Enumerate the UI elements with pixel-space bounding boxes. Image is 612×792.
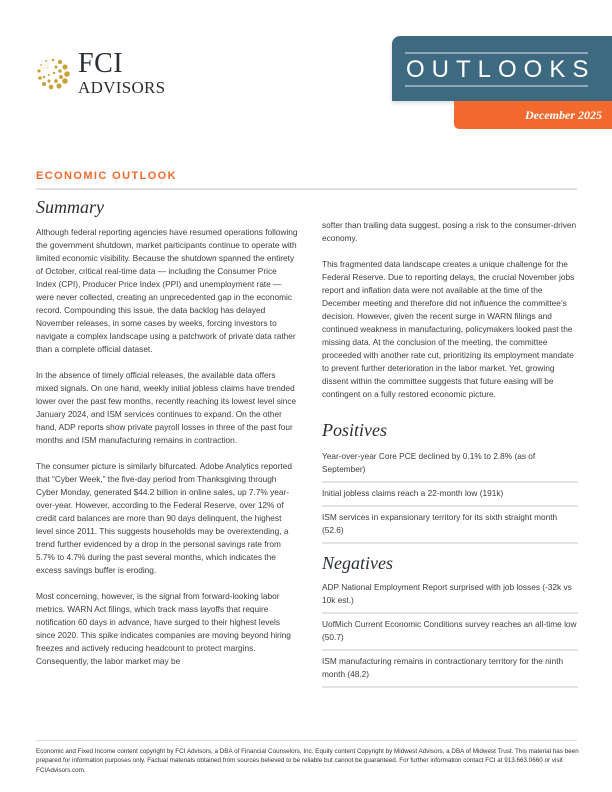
summary-paragraph: Most concerning, however, is the signal from forward-looking labor metrics. WARN Act filings, which track mass layoffs that require notification 60 days in advance, have surged to their highest levels since 2020. This spike indicates companies are moving beyond hiring freezes and actively reducing headcount to protect margins. Consequently, the labor market may be (36, 591, 291, 666)
summary-paragraph: Although federal reporting agencies have resumed operations following the government shutdown, market participants continue to operate with limited economic visibility. Because the shutdown spanned the entirety of October, critical real-time data — including the Consumer Price Index (CPI), Producer Price Index (PPI) and unemployment rate — were never collected, creating an unprecedented gap in the economic record. Compounding this issue, the data backlog has delayed November releases, in some cases by weeks, forcing investors to navigate a complex landscape using a patchwork of private data rather than a complete official dataset. (36, 227, 298, 354)
positive-item: Initial jobless claims reach a 22-month low (191k) (322, 483, 578, 507)
summary-heading: Summary (36, 197, 104, 217)
section-divider (36, 188, 577, 190)
negative-item: ISM manufacturing remains in contractionary territory for the ninth month (48.2) (322, 651, 578, 688)
positive-item: ISM services in expansionary territory for its sixth straight month (52.6) (322, 507, 578, 544)
summary-paragraph: softer than trailing data suggest, posing a risk to the consumer-driven economy. (322, 220, 577, 243)
summary-paragraph: The consumer picture is similarly bifurcated. Adobe Analytics reported that “Cyber Week,” the five-day period from Thanksgiving through Cyber Monday, generated $44.2 billion in online sales, up 7.7% year-over-year. However, according to the Federal Reserve, over 12% of credit card balances are more than 90 days delinquent, the highest level since 2011. This suggests households may be overextending, a trend further evidenced by a drop in the personal savings rate from 5.7% to 4.7% during the past several months, which indicates the excess savings buffer is eroding. (36, 461, 292, 575)
positive-item: Year-over-year Core PCE declined by 0.1% to 2.8% (as of September) (322, 446, 578, 483)
right-column (322, 219, 578, 688)
banner-title: OUTLOOKS (406, 56, 596, 83)
section-label: ECONOMIC OUTLOOK (36, 170, 177, 182)
negatives-list (322, 577, 578, 688)
summary-paragraph: In the absence of timely official releases, the available data offers mixed signals. On one hand, weekly initial jobless claims have trended lower over the past few months, recently reaching its lowest level since January 2024, and ISM services continues to expand. On the other hand, ADP reports show private payroll losses in three of the past four months and ISM manufacturing remains in contraction. (36, 370, 297, 445)
logo-advisors-text: ADVISORS (78, 78, 166, 97)
summary-paragraph: This fragmented data landscape creates a unique challenge for the Federal Reserve. Due to reporting delays, the crucial November jobs report and inflation data were not available at the time of the December meeting and therefore did not influence the committee’s decision. However, given the recent surge in WARN filings and continued weakness in manufacturing, policymakers looked past the missing data. At the conclusion of the meeting, the committee proceeded with another rate cut, prioritizing its employment mandate to prevent further deterioration in the labor market. Yet, growing dissent within the committee suggests that future easing will be contingent on a fully restored economic picture. (322, 259, 575, 399)
globe-dots-icon (36, 56, 70, 90)
fci-advisors-logo (36, 50, 165, 96)
outlooks-banner (392, 36, 612, 101)
positives-list (322, 446, 578, 544)
positives-heading: Positives (322, 420, 387, 440)
negative-item: UofMich Current Economic Conditions survey reaches an all-time low (50.7) (322, 614, 578, 651)
issue-date: December 2025 (454, 101, 612, 129)
footer-divider (36, 740, 577, 741)
banner-bottom-rule (405, 85, 588, 87)
negatives-heading: Negatives (322, 553, 393, 573)
negative-item: ADP National Employment Report surprised with job losses (-32k vs 10k est.) (322, 577, 578, 614)
footer-disclaimer: Economic and Fixed Income content copyright by FCI Advisors, a DBA of Financial Counselors, Inc. Equity content Copyright by Midwest Advisors, a DBA of Midwest Trust. This material has been prepared for information purposes only. Factual materials obtained from sources believed to be reliable but cannot be guaranteed. For further information contact FCI at 913.663.0660 or visit FCIAdvisors.com. (36, 748, 579, 774)
logo-fci-text: FCI (78, 48, 124, 79)
left-column (36, 197, 298, 668)
